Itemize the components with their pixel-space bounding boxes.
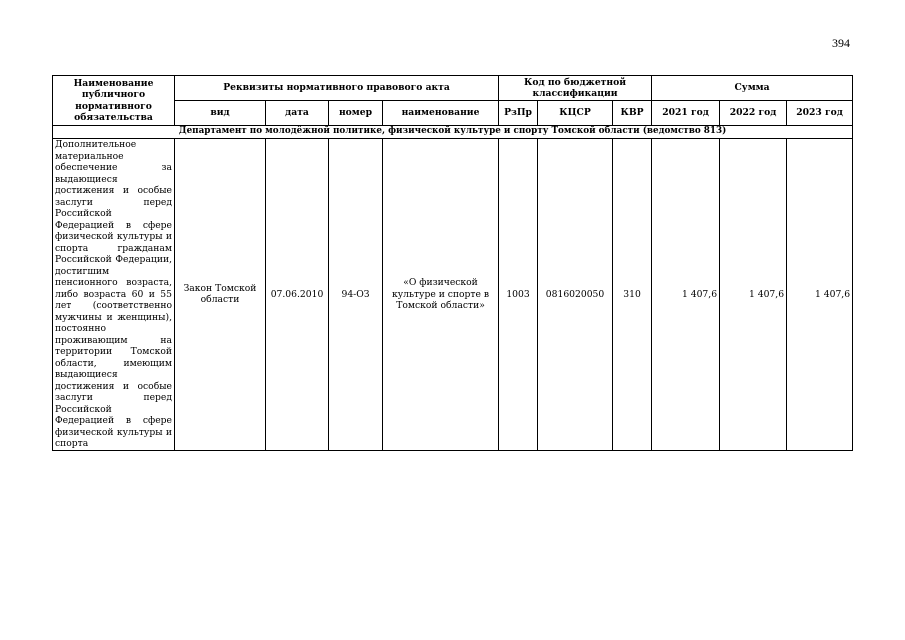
act-name-cell: «О физической культуре и спорте в Томской области»: [383, 139, 499, 451]
table-row: [53, 139, 853, 451]
header-rzpr: РзПр: [499, 101, 538, 126]
page-number: 394: [832, 36, 850, 50]
header-number: номер: [329, 101, 383, 126]
header-kcsr: КЦСР: [538, 101, 613, 126]
obligations-table: [52, 75, 853, 451]
obligation-cell: Дополнительное материальное обеспечение за выдающиеся достижения и особые заслуги перед Российской Федерацией в сфере физической культуры и спорта гражданам Российской Федерации, достигшим пенсионного возраста, либо возраста 60 и 55 лет (соответственно мужчины и женщины), постоянно проживающим на территории Томской области, имеющим выдающиеся достижения и особые заслуги перед Российской Федерацией в сфере физической культуры и спорта: [53, 139, 175, 451]
header-2023: 2023 год: [787, 101, 853, 126]
sum-2021-cell: 1 407,6: [652, 139, 720, 451]
header-sum: Сумма: [652, 76, 853, 101]
act-date-cell: 07.06.2010: [266, 139, 329, 451]
header-type: вид: [175, 101, 266, 126]
kcsr-cell: 0816020050: [538, 139, 613, 451]
sum-2022-cell: 1 407,6: [720, 139, 787, 451]
act-type-cell: Закон Томской области: [175, 139, 266, 451]
header-budget-code: Код по бюджетной классификации: [499, 76, 652, 101]
sum-2023-cell: 1 407,6: [787, 139, 853, 451]
kvr-cell: 310: [613, 139, 652, 451]
header-date: дата: [266, 101, 329, 126]
header-kvr: КВР: [613, 101, 652, 126]
header-2022: 2022 год: [720, 101, 787, 126]
rzpr-cell: 1003: [499, 139, 538, 451]
header-name: наименование: [383, 101, 499, 126]
act-number-cell: 94-ОЗ: [329, 139, 383, 451]
department-row: [53, 126, 853, 139]
header-row-1: [53, 76, 853, 101]
department-title: Департамент по молодёжной политике, физической культуре и спорту Томской области (ведомство 813): [53, 126, 853, 139]
header-obligation: Наименование публичного нормативного обязательства: [53, 76, 175, 126]
header-act-details: Реквизиты нормативного правового акта: [175, 76, 499, 101]
header-2021: 2021 год: [652, 101, 720, 126]
